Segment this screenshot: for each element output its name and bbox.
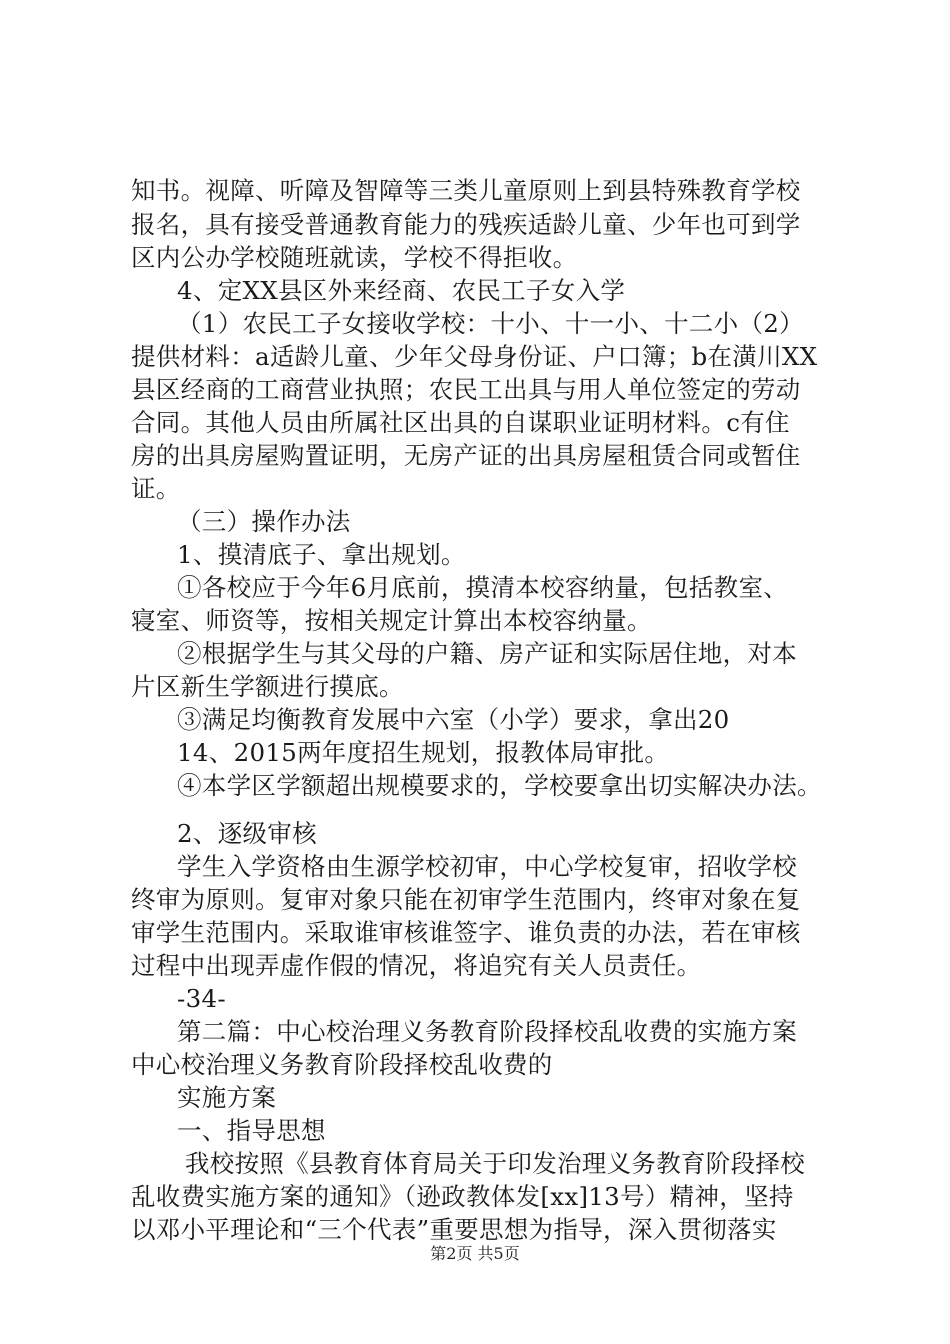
page-footer: [0, 1244, 950, 1264]
text-line: 以邓小平理论和“三个代表”重要思想为指导，深入贯彻落实: [131, 1215, 777, 1244]
section-heading: 1、摸清底子、拿出规划。: [177, 540, 466, 569]
text-line: 知书。视障、听障及智障等三类儿童原则上到县特殊教育学校: [131, 176, 801, 205]
text-line: ②根据学生与其父母的户籍、房产证和实际居住地，对本: [177, 639, 797, 668]
text-line: 报名，具有接受普通教育能力的残疾适龄儿童、少年也可到学: [131, 210, 801, 239]
text-line: 审学生范围内。采取谁审核谁签字、谁负责的办法，若在审核: [131, 918, 801, 947]
text-line: 合同。其他人员由所属社区出具的自谋职业证明材料。c有住: [131, 408, 790, 437]
section-heading: （三）操作办法: [177, 507, 351, 536]
text-line: ④本学区学额超出规模要求的，学校要拿出切实解决办法。: [177, 771, 822, 800]
text-line: 终审为原则。复审对象只能在初审学生范围内，终审对象在复: [131, 885, 801, 914]
text-line: 房的出具房屋购置证明，无房产证的出具房屋租赁合同或暂住: [131, 441, 801, 470]
text-line: 县区经商的工商营业执照；农民工出具与用人单位签定的劳动: [131, 375, 801, 404]
text-line: 过程中出现弄虚作假的情况，将追究有关人员责任。: [131, 951, 702, 980]
text-line: ③满足均衡教育发展中六室（小学）要求，拿出20: [177, 705, 730, 734]
page-number-label: 第2页 共5页: [430, 1244, 520, 1263]
document-title: 实施方案: [177, 1083, 277, 1112]
text-line: 乱收费实施方案的通知》（逊政教体发[xx]13号）精神，坚持: [131, 1182, 794, 1211]
chapter-title: 第二篇：中心校治理义务教育阶段择校乱收费的实施方案: [177, 1017, 797, 1046]
text-line: 证。: [131, 474, 181, 503]
text-line: 学生入学资格由生源学校初审，中心学校复审，招收学校: [177, 852, 797, 881]
page-marker: -34-: [177, 984, 226, 1013]
document-title: 中心校治理义务教育阶段择校乱收费的: [131, 1050, 553, 1079]
text-line: 我校按照《县教育体育局关于印发治理义务教育阶段择校: [185, 1149, 805, 1178]
text-line: ①各校应于今年6月底前，摸清本校容纳量，包括教室、: [177, 573, 789, 602]
section-heading: 2、逐级审核: [177, 819, 317, 848]
text-line: 区内公办学校随班就读，学校不得拒收。: [131, 243, 578, 272]
text-line: （1）农民工子女接收学校：十小、十一小、十二小（2）: [177, 309, 804, 338]
text-line: 14、2015两年度招生规划，报教体局审批。: [177, 738, 670, 767]
section-heading: 4、定XX县区外来经商、农民工子女入学: [177, 276, 626, 305]
text-line: 寝室、师资等，按相关规定计算出本校容纳量。: [131, 606, 652, 635]
section-heading: 一、指导思想: [177, 1116, 326, 1145]
text-line: 提供材料：a适龄儿童、少年父母身份证、户口簿；b在潢川XX: [131, 342, 818, 371]
text-line: 片区新生学额进行摸底。: [131, 672, 404, 701]
